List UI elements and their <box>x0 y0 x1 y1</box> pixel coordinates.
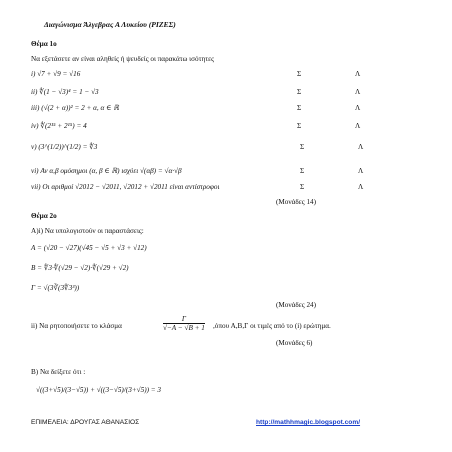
item-3: iii) (√(2 + α))² = 2 + α, α ∈ ℝ <box>31 104 119 112</box>
item-1: i) √7 + √9 = √16 <box>31 70 81 78</box>
false-mark-2[interactable]: Λ <box>355 88 361 96</box>
true-mark-4[interactable]: Σ <box>297 122 302 130</box>
theme2-partA: Α)i) Να υπολογιστούν οι παραστάσεις: <box>31 227 144 235</box>
theme2-partAii-post: ,όπου Α,Β,Γ οι τιμές από το (i) ερώτημα. <box>213 322 331 330</box>
item-6: vi) Αν α,β ομόσημοι (α, β ∈ ℝ) ισχύει √(αβ) = √α·√β <box>31 167 182 175</box>
theme2-partAii: ii) Να ρητοποιήσετε το κλάσμα <box>31 322 122 330</box>
expr-G: Γ = √(3∛(3∜3³)) <box>31 284 80 292</box>
true-mark-5[interactable]: Σ <box>300 143 305 151</box>
theme1-points: (Μονάδες 14) <box>276 198 317 206</box>
fraction-denominator: √−A − √B + 1 <box>163 324 205 332</box>
false-mark-4[interactable]: Λ <box>355 122 361 130</box>
theme2-pointsAii: (Μονάδες 6) <box>276 339 313 347</box>
true-mark-6[interactable]: Σ <box>300 167 305 175</box>
true-mark-1[interactable]: Σ <box>297 70 302 78</box>
fraction <box>163 315 205 332</box>
item-7: vii) Οι αριθμοί √2012 − √2011, √2012 + √2011 είναι αντίστροφοι <box>31 183 220 191</box>
fraction-numerator: Γ <box>163 315 205 324</box>
true-mark-2[interactable]: Σ <box>297 88 302 96</box>
theme2-pointsA: (Μονάδες 24) <box>276 301 317 309</box>
theme2-heading: Θέμα 2ο <box>31 212 57 220</box>
false-mark-3[interactable]: Λ <box>355 104 361 112</box>
theme1-intro: Να εξετάσετε αν είναι αληθείς ή ψευδείς οι παρακάτω ισότητες <box>31 55 214 63</box>
item-5: v) (3^(1/2))^(1/2) = ∜3 <box>31 143 98 151</box>
expr-B: B = ∜3·∜(√29 − √2)·∜(√29 + √2) <box>31 264 129 272</box>
true-mark-3[interactable]: Σ <box>297 104 302 112</box>
true-mark-7[interactable]: Σ <box>300 183 305 191</box>
expr-proof: √((3+√5)/(3−√5)) + √((3−√5)/(3+√5)) = 3 <box>36 386 162 394</box>
false-mark-7[interactable]: Λ <box>358 183 364 191</box>
doc-title: Διαγώνισμα Άλγεβρας Α Λυκείου (ΡΙΖΕΣ) <box>44 20 176 29</box>
footer-author: ΕΠΙΜΕΛΕΙΑ: ΔΡΟΥΓΑΣ ΑΘΑΝΑΣΙΟΣ <box>31 419 140 426</box>
item-4: iv) ∜(2¹⁵ + 2¹⁵) = 4 <box>31 122 87 130</box>
theme2-partB: Β) Να δείξετε ότι : <box>31 368 86 376</box>
false-mark-5[interactable]: Λ <box>358 143 364 151</box>
expr-A: A = (√20 − √27)(√45 − √5 + √3 + √12) <box>31 244 147 252</box>
theme1-heading: Θέμα 1ο <box>31 40 57 48</box>
false-mark-1[interactable]: Λ <box>355 70 361 78</box>
false-mark-6[interactable]: Λ <box>358 167 364 175</box>
item-2: ii) ∜(1 − √3)⁴ = 1 − √3 <box>31 88 99 96</box>
footer-link[interactable]: http://mathhmagic.blogspot.com/ <box>256 419 361 426</box>
